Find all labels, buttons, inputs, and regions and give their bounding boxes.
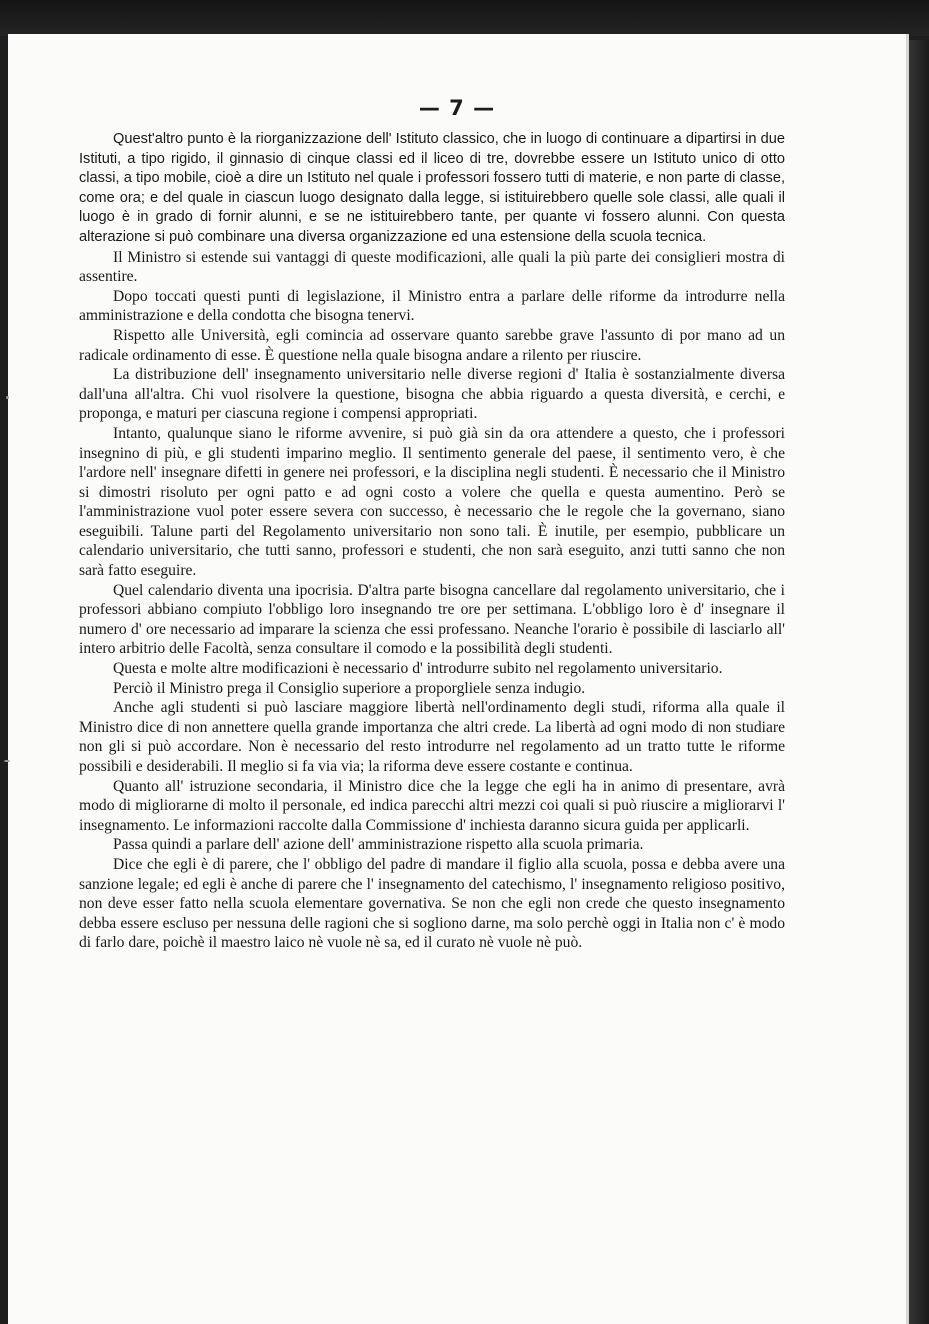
- scan-background-top: [0, 0, 929, 36]
- paragraph-scuola-primaria: Passa quindi a parlare dell' azione dell' amministrazione rispetto alla scuola primaria.: [113, 836, 644, 854]
- paragraph-istruzione-secondaria: Quanto all' istruzione secondaria, il Ministro dice che la legge che egli ha in animo di presentare, avrà modo di migliorarne di molto il personale, ed indica parecchi altri mezzi coi quali si può riuscire a migliorarvi l' insegnamento. Le informazioni raccolte dalla Commissione d' inchiesta daranno sicura guida per applicarli.: [79, 777, 785, 834]
- paragraph-calendario: Quel calendario diventa una ipocrisia. D'altra parte bisogna cancellare dal regolamento universitario, che i professori abbiano compiuto l'obbligo loro insegnando tre ore per settimana. L'obbligo loro è d' insegnare il numero d' ore necessario ad imparare la scienza che essi professano. Neanche l'orario è possibile di lasciarlo all' intero arbitrio delle Facoltà, senza consultare il comodo e la possibilità degli studenti.: [79, 581, 785, 658]
- paragraph-universita: Rispetto alle Università, egli comincia ad osservare quanto sarebbe grave l'assunto di por mano ad un radicale ordinamento di esse. È questione nella quale bisogna andare a rilento per riuscire.: [79, 326, 785, 364]
- margin-speck: [4, 760, 10, 762]
- paragraph-obbligo-catechismo: Dice che egli è di parere, che l' obbligo del padre di mandare il figlio alla scuola, possa e debba avere una sanzione legale; ed egli è anche di parere che l' insegnamento del catechismo, l' insegnamento religioso positivo, non deve esser fatto nella scuola elementare governativa. Se non che egli non crede che questo insegnamento debba essere escluso per nessuna delle ragioni che si sogliono darne, ma solo perchè oggi in Italia non c' è modo di farlo dare, poichè il maestro laico nè vuole nè sa, ed il curato nè vuole nè può.: [79, 855, 785, 952]
- paragraph-consiglio-superiore: Perciò il Ministro prega il Consiglio superiore a proporgliele senza indugio.: [113, 679, 586, 697]
- paragraph-professori-studenti: Intanto, qualunque siano le riforme avvenire, si può già sin da ora attendere a questo, che i professori insegnino di più, e gli studenti imparino meglio. Il sentimento generale del paese, il sentimento vero, è che l'ardore nell' insegnare difetti in genere nei professori, e la disciplina negli studenti. È necessario che il Ministro si dimostri risoluto per ogni patto e ad ogni costo a volere che quella e questa aumentino. Però se l'amministrazione vuol poter essere severa con successo, è necessario che le regole che la governano, siano eseguibili. Talune parti del Regolamento universitario non sono tali. È inutile, per esempio, pubblicare un calendario universitario, che tutti sanno, professori e studenti, che non sarà eseguito, anzi tutti sanno che non sarà fatto eseguire.: [79, 424, 785, 580]
- paragraph-modificazioni: Questa e molte altre modificazioni è necessario d' introdurre subito nel regolamento universitario.: [113, 660, 723, 678]
- page-number: — 7 —: [418, 96, 496, 120]
- paragraph-istituto-classico: Quest'altro punto è la riorganizzazione dell' Istituto classico, che in luogo di continuare a dipartirsi in due Istituti, a tipo rigido, il ginnasio di cinque classi ed il liceo di tre, dovrebbe essere un Istituto unico di otto classi, a tipo mobile, cioè a dire un Istituto nel quale i professori fossero tutti di materie, e non parte di classe, come ora; e del quale in ciascun luogo designato dalla legge, si istituirebbero quelle sole classi, alle quali il luogo è in grado di fornir alunni, e se ne istituirebbero tante, per quante vi fossero alunni. Con questa alterazione si può combinare una diversa organizzazione ed una estensione della scuola tecnica.: [79, 131, 785, 245]
- body-text: [79, 130, 785, 953]
- paragraph-liberta-studenti: Anche agli studenti si può lasciare maggiore libertà nell'ordinamento degli studi, riforma alla quale il Ministro dice di non annettere quella grande importanza che altri crede. La libertà ad ogni modo di non studiare non gli si può accordare. Non è necessario del resto introdurre nel regolamento ad un tratto tutte le riforme possibili e desiderabili. Il meglio si fa via via; la riforma deve essere costante e continua.: [79, 699, 785, 775]
- paragraph-vantaggi: Il Ministro si estende sui vantaggi di queste modificazioni, alle quali la più parte dei consiglieri mostra di assentire.: [79, 248, 785, 286]
- paragraph-riforme-amministrazione: Dopo toccati questi punti di legislazione, il Ministro entra a parlare delle riforme da introdurre nella amministrazione e della condotta che bisogna tenervi.: [79, 287, 785, 325]
- scan-background-edge: [906, 40, 929, 1324]
- document-page: [8, 34, 909, 1324]
- paragraph-distribuzione-insegnamento: La distribuzione dell' insegnamento universitario nelle diverse regioni d' Italia è sostanzialmente diversa dall'una all'altra. Chi vuol risolvere la questione, bisogna che abbia riguardo a questa diversità, e cerchi, e proponga, e maturi per ciascuna regione i compensi appropriati.: [79, 366, 785, 423]
- margin-speck: [6, 396, 9, 399]
